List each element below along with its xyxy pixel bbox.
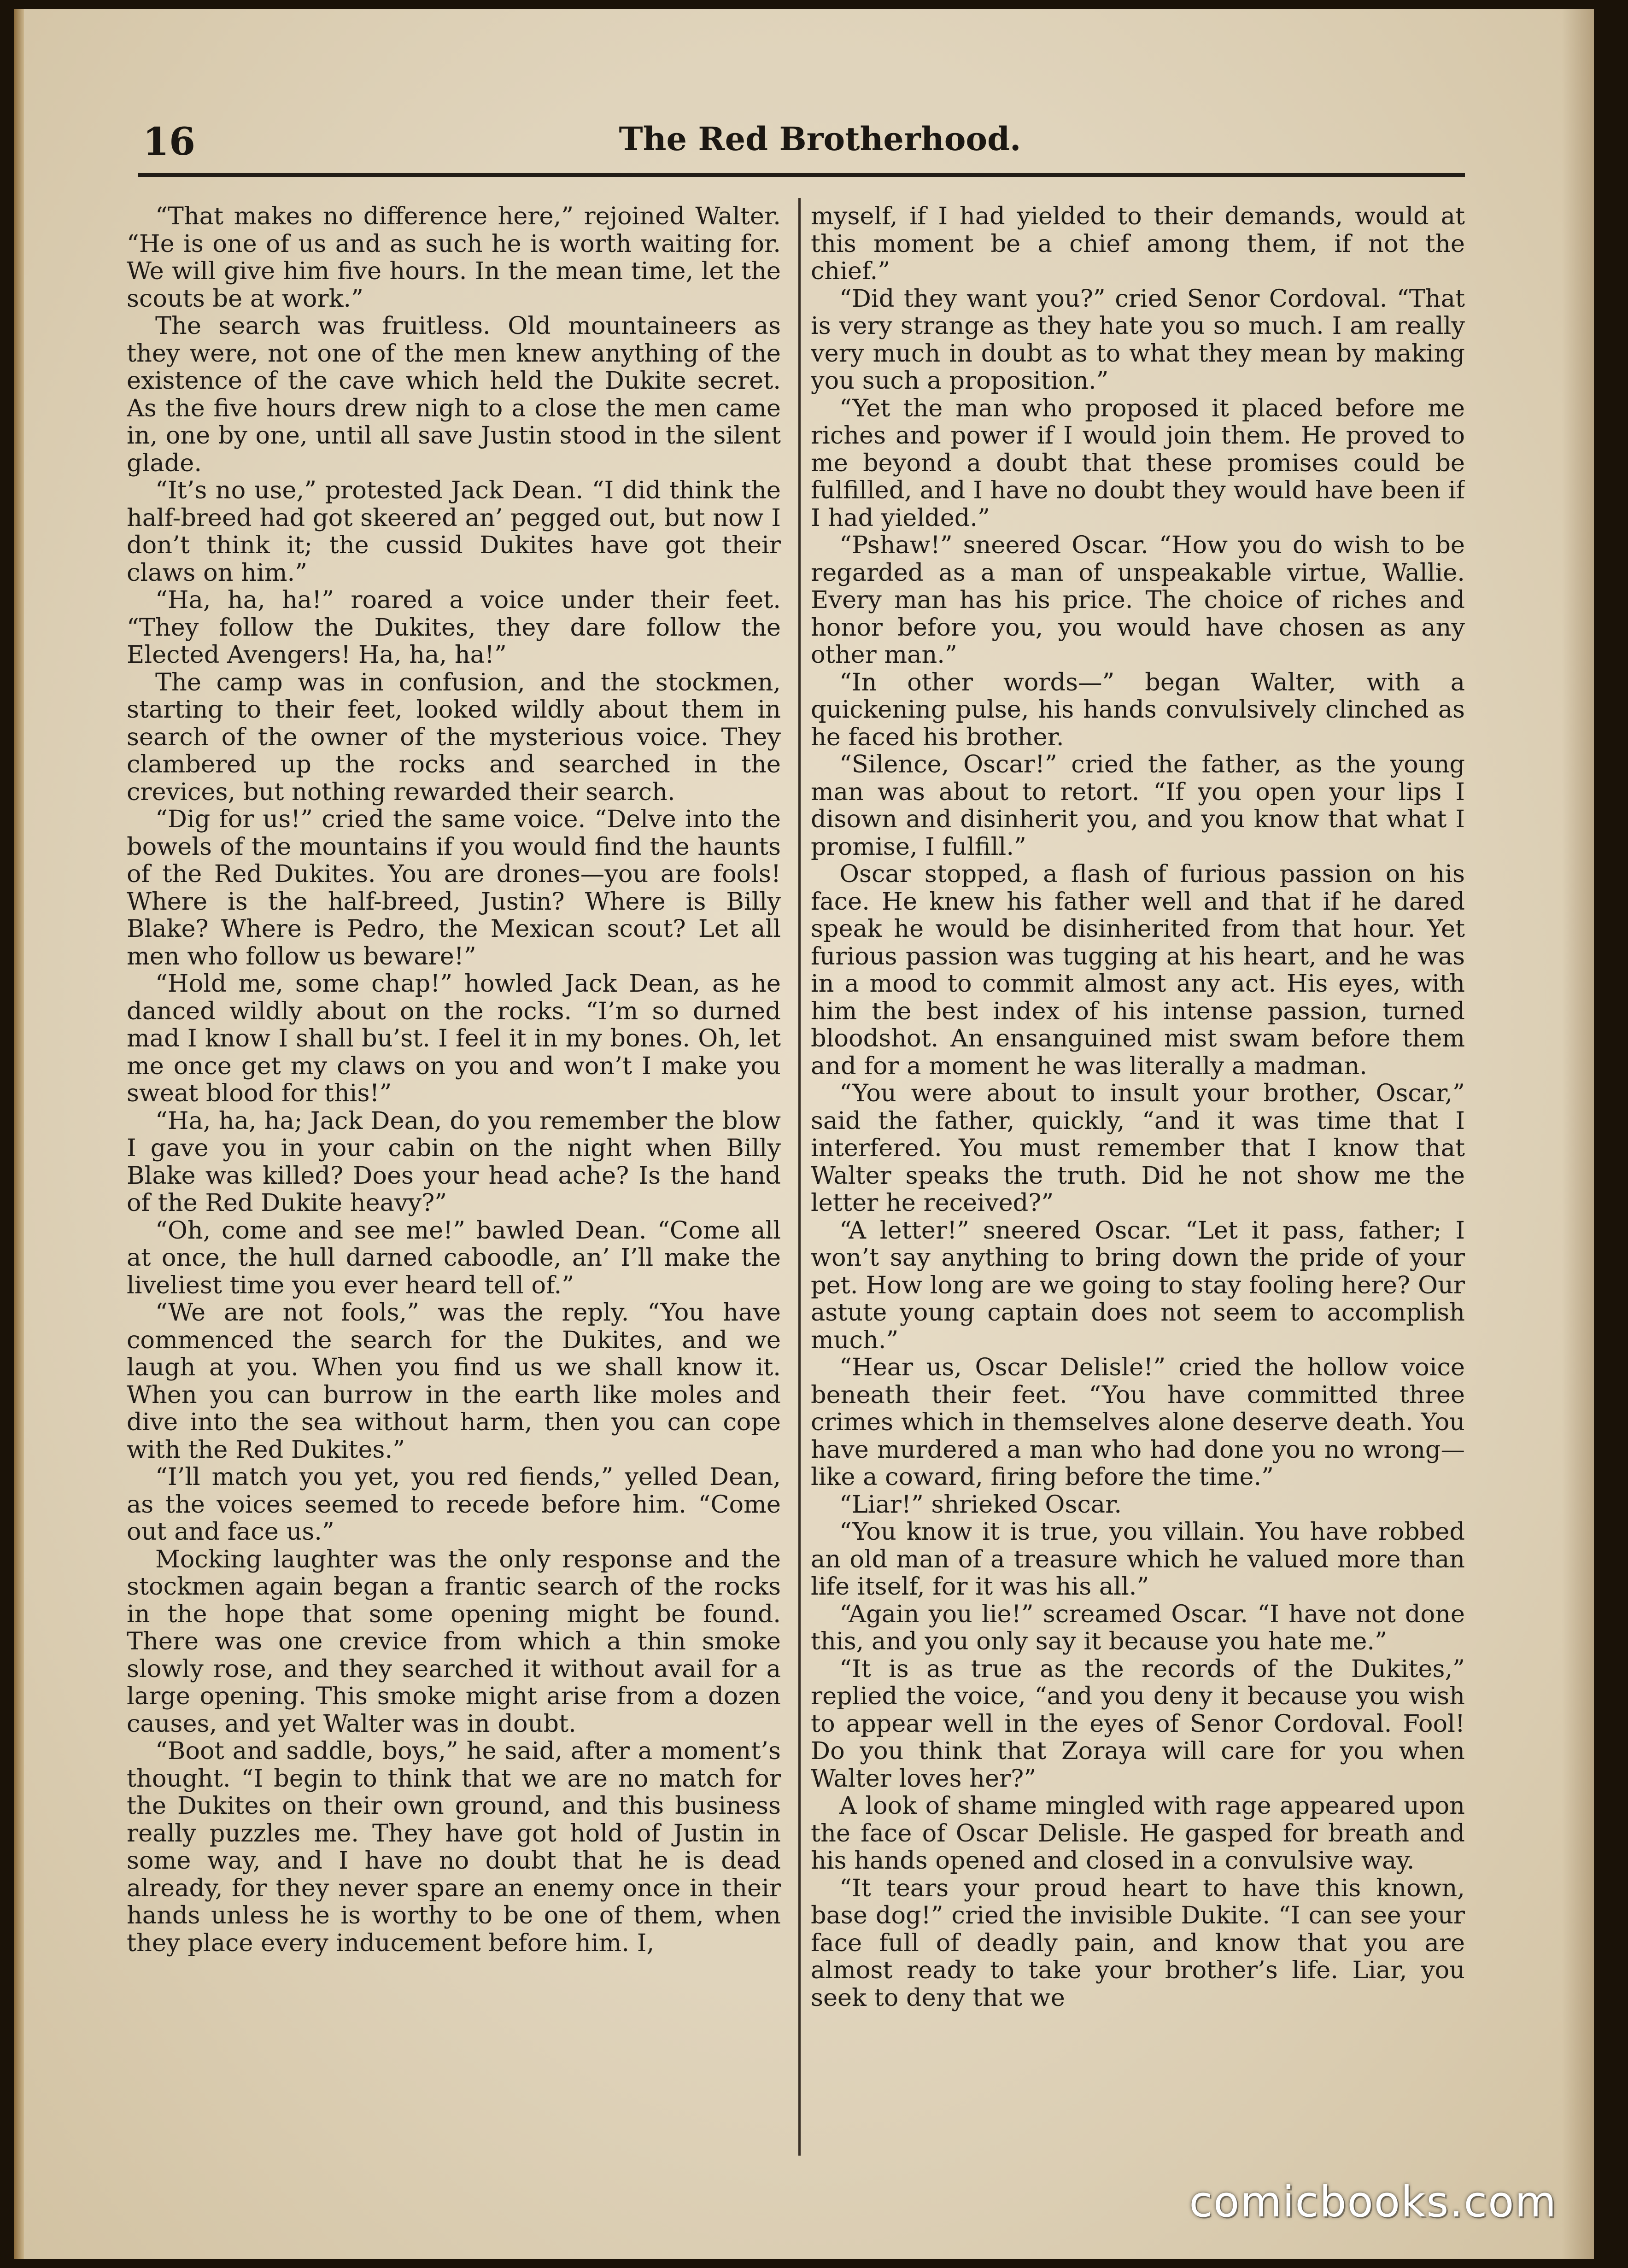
paragraph: The camp was in confusion, and the stockmen, starting to their feet, looked wildly about them in search of the owner of the mysterious voice. They clambered up the rocks and searched in the crevices, but nothing rewarded their search.	[127, 668, 781, 806]
left-column	[127, 203, 781, 2156]
paragraph: Oscar stopped, a flash of furious passion on his face. He knew his father well and that if he dared speak he would be disinherited from that hour. Yet furious passion was tugging at his heart, and he was in a mood to commit almost any act. His eyes, with him the best index of his intense passion, turned bloodshot. An ensanguined mist swam before them and for a moment he was literally a madman.	[811, 860, 1465, 1080]
page-number: 16	[143, 120, 196, 164]
paragraph: The search was fruitless. Old mountaineers as they were, not one of the men knew anything of the existence of the cave which held the Dukite secret. As the five hours drew nigh to a close the men came in, one by one, until all save Justin stood in the silent glade.	[127, 312, 781, 477]
page-right-edge	[1562, 9, 1594, 2259]
paragraph: “Again you lie!” screamed Oscar. “I have not done this, and you only say it because you hate me.”	[811, 1600, 1465, 1655]
paragraph: “Hold me, some chap!” howled Jack Dean, as he danced wildly about on the rocks. “I’m so durned mad I know I shall bu’st. I feel it in my bones. Oh, let me once get my claws on you and won’t I make you sweat blood for this!”	[127, 970, 781, 1107]
paragraph: “Did they want you?” cried Senor Cordoval. “That is very strange as they hate you so much. I am really very much in doubt as to what they mean by making you such a proposition.”	[811, 284, 1465, 395]
paragraph: A look of shame mingled with rage appeared upon the face of Oscar Delisle. He gasped for breath and his hands opened and closed in a convulsive way.	[811, 1792, 1465, 1875]
paragraph: “Liar!” shrieked Oscar.	[839, 1490, 1122, 1519]
paragraph: “Boot and saddle, boys,” he said, after a moment’s thought. “I begin to think that we are no match for the Dukites on their own ground, and this business really puzzles me. They have got hold of Justin in some way, and I have no doubt that he is dead already, for they never spare an enemy once in their hands unless he is worthy to be one of them, when they place every inducement before him. I,	[127, 1737, 781, 1957]
paragraph: “We are not fools,” was the reply. “You have commenced the search for the Dukites, and we laugh at you. When you find us we shall know it. When you can burrow in the earth like moles and dive into the sea without harm, then you can cope with the Red Dukites.”	[127, 1298, 781, 1464]
paragraph: “It’s no use,” protested Jack Dean. “I did think the half-breed had got skeered an’ pegged out, but now I don’t think it; the cussid Dukites have got their claws on him.”	[127, 476, 781, 587]
paragraph: “You know it is true, you villain. You have robbed an old man of a treasure which he valued more than life itself, for it was his all.”	[811, 1518, 1465, 1601]
paragraph: “Dig for us!” cried the same voice. “Delve into the bowels of the mountains if you would find the haunts of the Red Dukites. You are drones—you are fools! Where is the half-breed, Justin? Where is Billy Blake? Where is Pedro, the Mexican scout? Let all men who follow us beware!”	[127, 805, 781, 970]
paragraph: “I’ll match you yet, you red fiends,” yelled Dean, as the voices seemed to recede before him. “Come out and face us.”	[127, 1463, 781, 1546]
running-title: The Red Brotherhood.	[619, 120, 1021, 158]
column-divider	[798, 198, 801, 2156]
paragraph: “It is as true as the records of the Dukites,” replied the voice, “and you deny it because you wish to appear well in the eyes of Senor Cordoval. Fool! Do you think that Zoraya will care for you when Walter loves her?”	[811, 1654, 1465, 1793]
paragraph: “In other words—” began Walter, with a quickening pulse, his hands convulsively clinched as he faced his brother.	[811, 668, 1465, 751]
paragraph: “That makes no difference here,” rejoined Walter. “He is one of us and as such he is worth waiting for. We will give him five hours. In the mean time, let the scouts be at work.”	[127, 203, 781, 313]
paragraph: “Ha, ha, ha!” roared a voice under their feet. “They follow the Dukites, they dare follow the Elected Avengers! Ha, ha, ha!”	[127, 586, 781, 669]
page-binding-edge	[14, 9, 24, 2259]
right-column	[811, 203, 1465, 2156]
paragraph: “Ha, ha, ha; Jack Dean, do you remember the blow I gave you in your cabin on the night when Billy Blake was killed? Does your head ache? Is the hand of the Red Dukite heavy?”	[127, 1106, 781, 1217]
paragraph: “Yet the man who proposed it placed before me riches and power if I would join them. He proved to me beyond a doubt that these promises could be fulfilled, and I have no doubt they would have been if I had yielded.”	[811, 394, 1465, 532]
paragraph-continued: myself, if I had yielded to their demands, would at this moment be a chief among them, if not the chief.”	[811, 203, 1465, 285]
paragraph: “Oh, come and see me!” bawled Dean. “Come all at once, the hull darned caboodle, an’ I’ll make the liveliest time you ever heard tell of.”	[127, 1216, 781, 1299]
magazine-page	[14, 9, 1594, 2259]
site-watermark: comicbooks.com	[1189, 2177, 1557, 2227]
paragraph: “Silence, Oscar!” cried the father, as the young man was about to retort. “If you open your lips I disown and disinherit you, and you know that what I promise, I fulfill.”	[811, 750, 1465, 861]
header-rule	[138, 173, 1465, 177]
paragraph: “Hear us, Oscar Delisle!” cried the hollow voice beneath their feet. “You have committed three crimes which in themselves alone deserve death. You have murdered a man who had done you no wrong—like a coward, firing before the time.”	[811, 1353, 1465, 1491]
paragraph: “You were about to insult your brother, Oscar,” said the father, quickly, “and it was time that I interfered. You must remember that I know that Walter speaks the truth. Did he not show me the letter he received?”	[811, 1079, 1465, 1217]
paragraph: “It tears your proud heart to have this known, base dog!” cried the invisible Dukite. “I can see your face full of deadly pain, and know that you are almost ready to take your brother’s life. Liar, you seek to deny that we	[811, 1874, 1465, 2012]
page-header	[143, 115, 1470, 170]
paragraph: “Pshaw!” sneered Oscar. “How you do wish to be regarded as a man of unspeakable virtue, Wallie. Every man has his price. The choice of riches and honor before you, you would have chosen as any other man.”	[811, 531, 1465, 669]
paragraph: Mocking laughter was the only response and the stockmen again began a frantic search of the rocks in the hope that some opening might be found. There was one crevice from which a thin smoke slowly rose, and they searched it without avail for a large opening. This smoke might arise from a dozen causes, and yet Walter was in doubt.	[127, 1545, 781, 1738]
paragraph: “A letter!” sneered Oscar. “Let it pass, father; I won’t say anything to bring down the pride of your pet. How long are we going to stay fooling here? Our astute young captain does not seem to accomplish much.”	[811, 1216, 1465, 1354]
